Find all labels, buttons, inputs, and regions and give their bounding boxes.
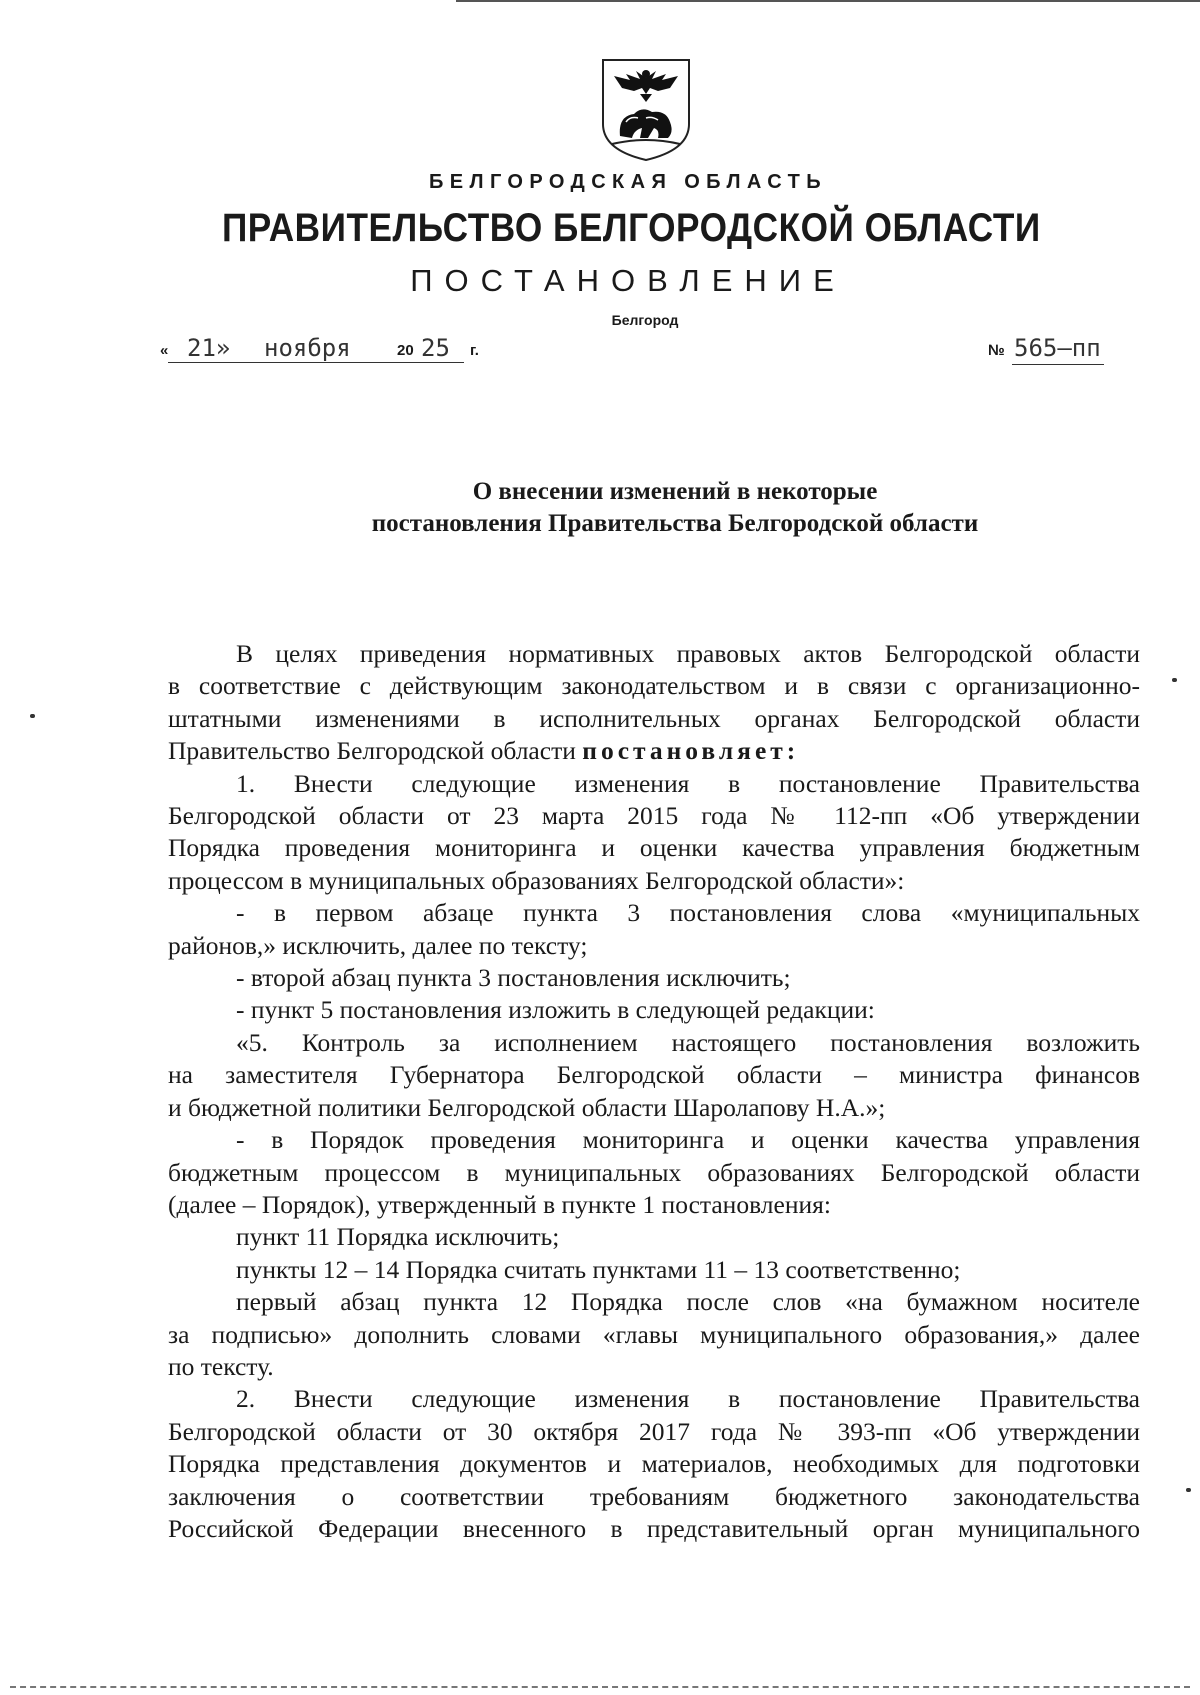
document-body <box>168 638 1140 1545</box>
date-underline <box>168 362 464 363</box>
body-line: «5. Контроль за исполнением настоящего постановления возложить <box>236 1027 1140 1057</box>
body-line: бюджетным процессом в муниципальных образованиях Белгородской области <box>168 1157 1140 1187</box>
scan-edge-bottom <box>10 1686 1190 1688</box>
body-line: - второй абзац пункта 3 постановления исключить; <box>236 963 791 993</box>
body-line: Порядка проведения мониторинга и оценки качества управления бюджетным <box>168 833 1140 863</box>
date-year-prefix: 20 <box>397 342 414 359</box>
document-type: ПОСТАНОВЛЕНИЕ <box>410 263 846 298</box>
body-line: Белгородской области от 30 октября 2017 года № 393-пп «Об утверждении <box>168 1416 1140 1446</box>
government-name: ПРАВИТЕЛЬСТВО БЕЛГОРОДСКОЙ ОБЛАСТИ <box>221 206 1041 250</box>
title-line: О внесении изменений в некоторые <box>472 478 878 505</box>
body-line: по тексту. <box>168 1351 274 1381</box>
body-text: Правительство Белгородской области <box>168 736 576 766</box>
body-line: В целях приведения нормативных правовых актов Белгородской области <box>236 639 1140 668</box>
body-line: на заместителя Губернатора Белгородской области – министра финансов <box>168 1060 1140 1090</box>
body-line: 2. Внести следующие изменения в постановление Правительства <box>236 1384 1140 1414</box>
coat-of-arms-icon <box>600 58 692 162</box>
date-month: ноября <box>264 334 351 362</box>
body-line: - пункт 5 постановления изложить в следующей редакции: <box>236 995 875 1025</box>
body-line: и бюджетной политики Белгородской области Шаролапову Н.А.»; <box>168 1092 886 1122</box>
body-line: 1. Внести следующие изменения в постановление Правительства <box>236 768 1140 798</box>
body-line: пункт 11 Порядка исключить; <box>236 1222 560 1252</box>
city-name: Белгород <box>611 312 679 328</box>
resolution-keyword: постановляет: <box>582 736 800 766</box>
body-line: (далее – Порядок), утвержденный в пункте 1 постановления: <box>168 1189 831 1219</box>
body-line: Порядка представления документов и материалов, необходимых для подготовки <box>168 1449 1140 1479</box>
scan-speck <box>1172 678 1177 682</box>
body-line: Белгородской области от 23 марта 2015 года № 112-пп «Об утверждении <box>168 801 1140 831</box>
body-line: штатными изменениями в исполнительных органах Белгородской области <box>168 703 1140 733</box>
body-line: заключения о соответствии требованиям бюджетного законодательства <box>168 1481 1140 1511</box>
body-line: в соответствие с действующим законодательством и в связи с организационно- <box>168 671 1140 701</box>
document-number: 565–пп <box>1014 334 1101 362</box>
date-quote-open: « <box>160 342 169 359</box>
date-day: 21» <box>187 334 231 362</box>
number-underline <box>1012 364 1104 365</box>
document-title <box>160 476 1190 540</box>
date-year-suffix: 25 <box>421 334 450 362</box>
scan-edge-top <box>456 0 1200 2</box>
scan-speck <box>30 714 35 718</box>
region-name: БЕЛГОРОДСКАЯ ОБЛАСТЬ <box>429 171 827 193</box>
body-line: Российской Федерации внесенного в представительный орган муниципального <box>168 1513 1140 1543</box>
body-line: - в первом абзаце пункта 3 постановления слова «муниципальных <box>236 898 1140 928</box>
body-line: пункты 12 – 14 Порядка считать пунктами 11 – 13 соответственно; <box>236 1254 961 1284</box>
body-line: первый абзац пункта 12 Порядка после слов «на бумажном носителе <box>236 1287 1140 1317</box>
title-line: постановления Правительства Белгородской области <box>371 510 979 537</box>
body-line: - в Порядок проведения мониторинга и оценки качества управления <box>236 1125 1140 1155</box>
date-year-unit: г. <box>470 342 479 359</box>
body-line: процессом в муниципальных образованиях Белгородской области»: <box>168 865 905 895</box>
number-label: № <box>988 342 1005 359</box>
body-line: за подписью» дополнить словами «главы муниципального образования,» далее <box>168 1319 1140 1349</box>
body-line <box>168 735 1140 767</box>
body-line: районов,» исключить, далее по тексту; <box>168 930 588 960</box>
scan-speck <box>1186 1488 1191 1492</box>
